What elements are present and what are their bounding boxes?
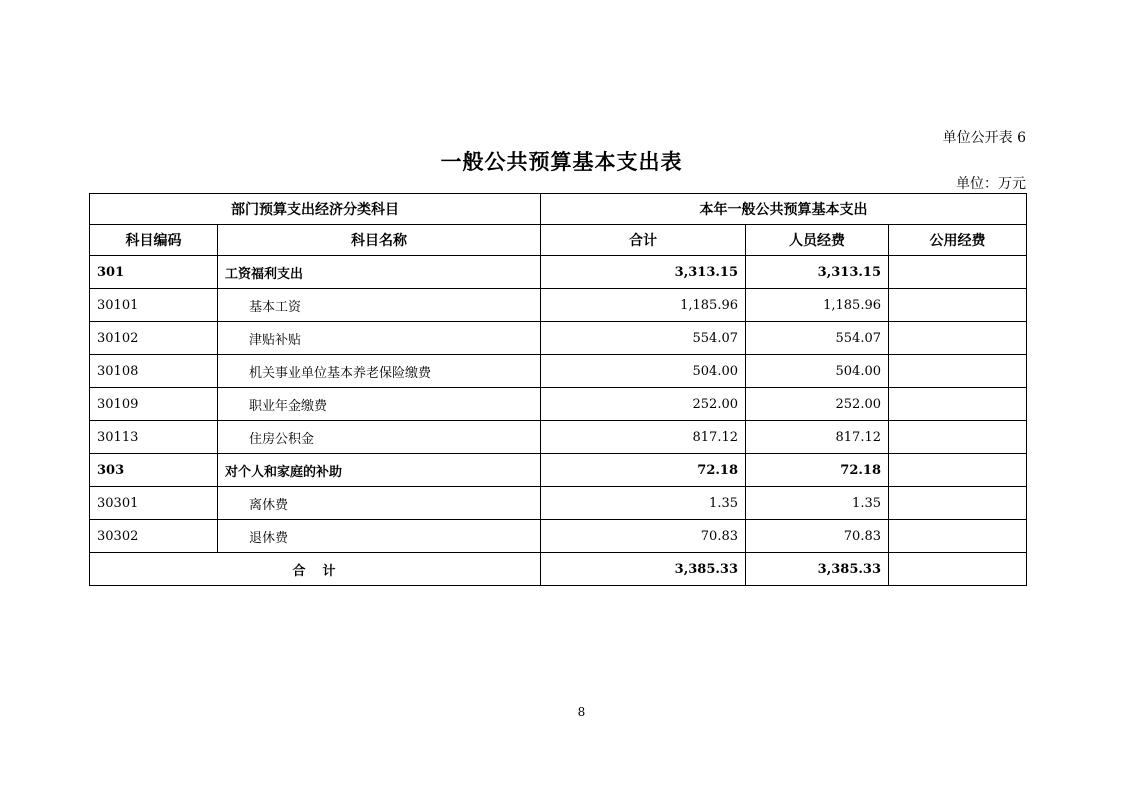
column-header-row	[90, 225, 1027, 256]
cell-total: 72.18	[541, 454, 746, 487]
total-row	[90, 553, 1027, 586]
cell-name: 津贴补贴	[218, 322, 541, 355]
cell-code: 303	[90, 454, 218, 487]
table-row	[90, 421, 1027, 454]
cell-personnel: 72.18	[746, 454, 889, 487]
cell-public	[889, 421, 1027, 454]
cell-public	[889, 322, 1027, 355]
cell-code: 30102	[90, 322, 218, 355]
cell-total: 817.12	[541, 421, 746, 454]
table-number-label: 单位公开表 6	[942, 130, 1026, 146]
table-row	[90, 256, 1027, 289]
cell-total: 252.00	[541, 388, 746, 421]
cell-public	[889, 487, 1027, 520]
table-row	[90, 322, 1027, 355]
group-header-expenditure: 本年一般公共预算基本支出	[541, 194, 1027, 225]
total-cell-public	[889, 553, 1027, 586]
total-cell-personnel: 3,385.33	[746, 553, 889, 586]
table-row	[90, 388, 1027, 421]
column-header-personnel: 人员经费	[746, 225, 889, 256]
cell-public	[889, 454, 1027, 487]
cell-code: 30108	[90, 355, 218, 388]
page-number: 8	[577, 705, 586, 719]
cell-public	[889, 289, 1027, 322]
cell-public	[889, 355, 1027, 388]
cell-personnel: 3,313.15	[746, 256, 889, 289]
cell-name: 工资福利支出	[218, 256, 541, 289]
table-row	[90, 289, 1027, 322]
cell-code: 30302	[90, 520, 218, 553]
cell-total: 504.00	[541, 355, 746, 388]
cell-name: 职业年金缴费	[218, 388, 541, 421]
cell-total: 3,313.15	[541, 256, 746, 289]
cell-total: 1,185.96	[541, 289, 746, 322]
cell-public	[889, 256, 1027, 289]
cell-personnel: 554.07	[746, 322, 889, 355]
cell-total: 70.83	[541, 520, 746, 553]
cell-name: 离休费	[218, 487, 541, 520]
group-header-classification: 部门预算支出经济分类科目	[90, 194, 541, 225]
group-header-row	[90, 194, 1027, 225]
cell-name: 对个人和家庭的补助	[218, 454, 541, 487]
column-header-code: 科目编码	[90, 225, 218, 256]
cell-public	[889, 520, 1027, 553]
cell-total: 1.35	[541, 487, 746, 520]
cell-personnel: 70.83	[746, 520, 889, 553]
cell-code: 30101	[90, 289, 218, 322]
cell-name: 机关事业单位基本养老保险缴费	[218, 355, 541, 388]
column-header-name: 科目名称	[218, 225, 541, 256]
cell-code: 30109	[90, 388, 218, 421]
cell-personnel: 504.00	[746, 355, 889, 388]
cell-personnel: 1,185.96	[746, 289, 889, 322]
cell-name: 基本工资	[218, 289, 541, 322]
column-header-public: 公用经费	[889, 225, 1027, 256]
cell-personnel: 252.00	[746, 388, 889, 421]
table-row	[90, 454, 1027, 487]
column-header-total: 合计	[541, 225, 746, 256]
cell-name: 住房公积金	[218, 421, 541, 454]
page-title: 一般公共预算基本支出表	[440, 150, 683, 174]
unit-label: 单位：万元	[956, 176, 1026, 192]
cell-public	[889, 388, 1027, 421]
cell-code: 301	[90, 256, 218, 289]
cell-personnel: 817.12	[746, 421, 889, 454]
cell-code: 30301	[90, 487, 218, 520]
table-row	[90, 355, 1027, 388]
budget-table	[89, 193, 1027, 586]
table-row	[90, 520, 1027, 553]
cell-name: 退休费	[218, 520, 541, 553]
total-label: 合 计	[90, 553, 541, 586]
cell-personnel: 1.35	[746, 487, 889, 520]
total-cell-total: 3,385.33	[541, 553, 746, 586]
cell-code: 30113	[90, 421, 218, 454]
cell-total: 554.07	[541, 322, 746, 355]
table-row	[90, 487, 1027, 520]
